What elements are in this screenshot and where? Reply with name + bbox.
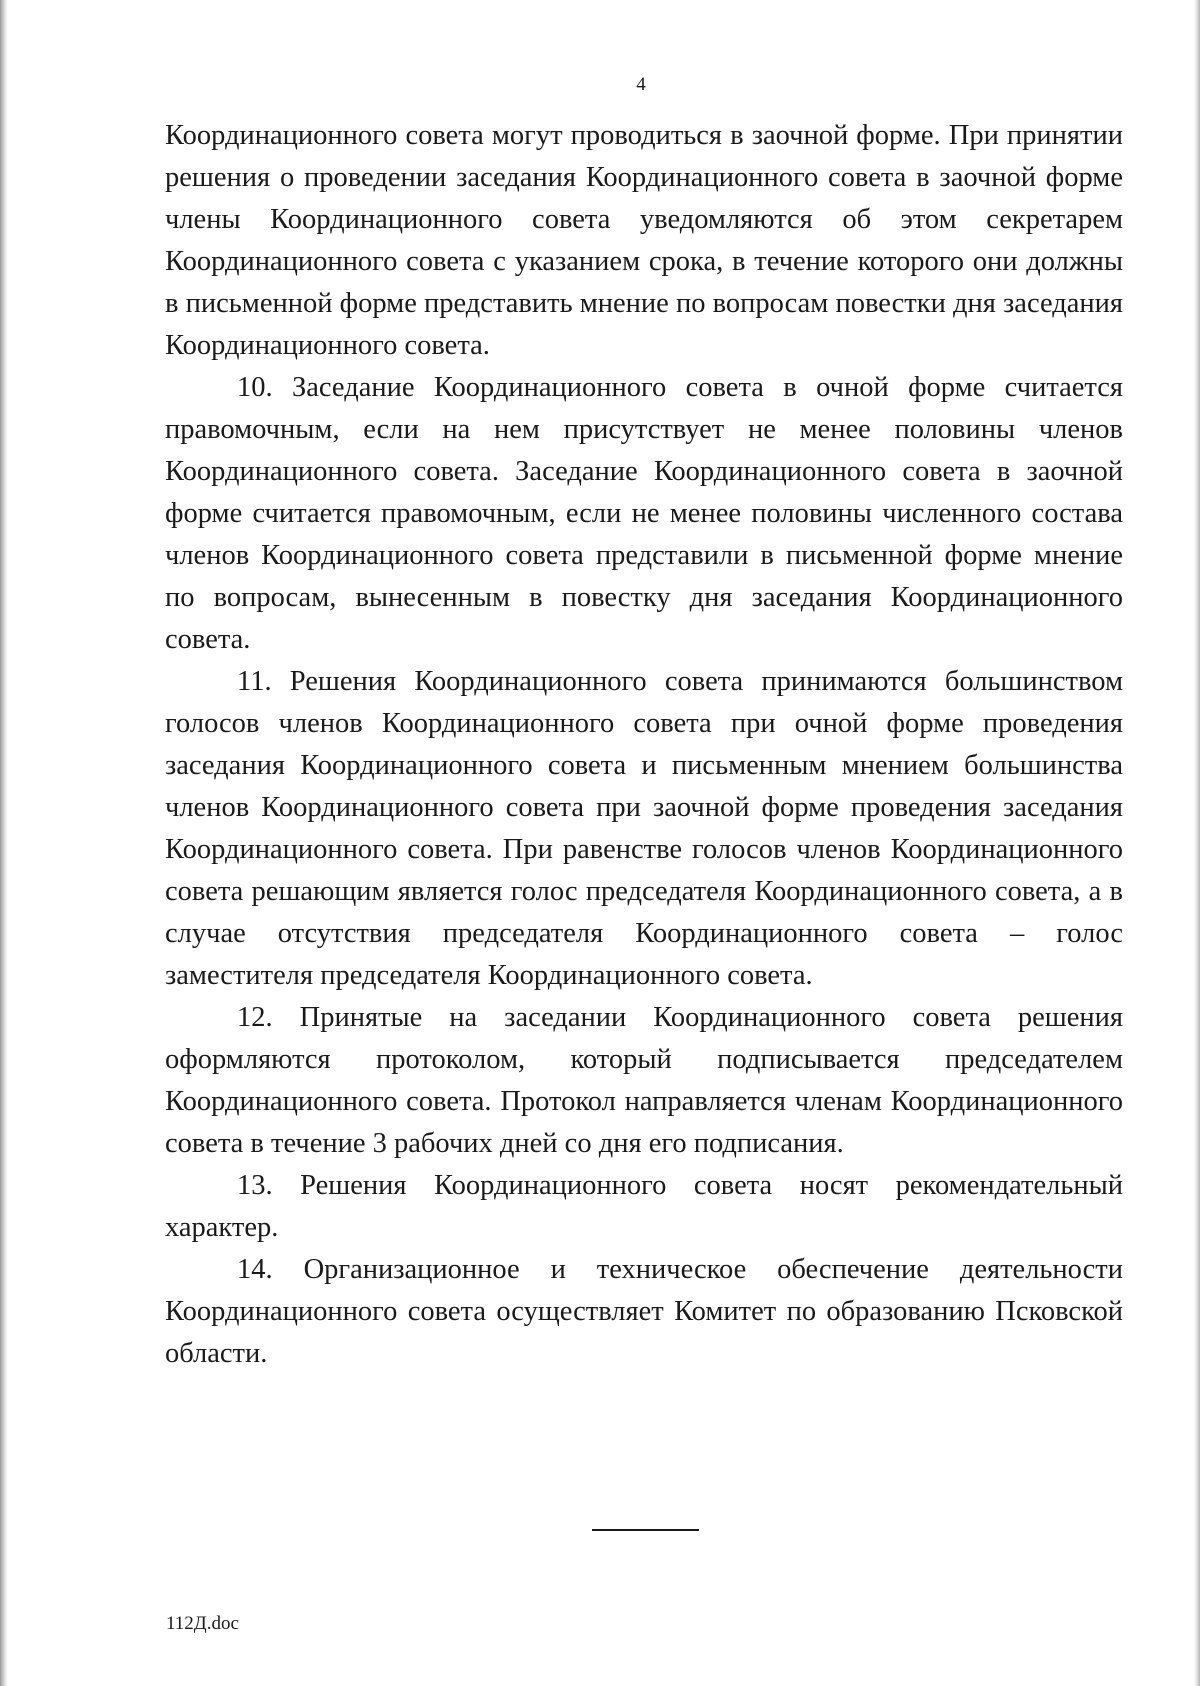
paragraph-item-12: 12. Принятые на заседании Координационного совета решения оформляются протоколом, который подписывается председателем Координационного совета. Протокол направляется членам Координационного совета в течение 3 рабочих дней со дня его подписания. [165,1002,1123,1159]
scan-edge-right [1194,0,1200,1686]
paragraph-item-10: 10. Заседание Координационного совета в очной форме считается правомочным, если на нем присутствует не менее половины членов Координационного совета. Заседание Координационного совета в заочной форме считается правомочным, если не менее половины численного состава членов Координационного совета представили в письменной форме мнение по вопросам, вынесенным в повестку дня заседания Координационного совета. [165,372,1123,655]
page-number: 4 [636,74,646,95]
paragraph-continuation: Координационного совета могут проводиться в заочной форме. При принятии решения о проведении заседания Координационного совета в заочной форме члены Координационного совета уведомляются об этом секретарем Координационного совета с указанием срока, в течение которого они должны в письменной форме представить мнение по вопросам повестки дня заседания Координационного совета. [165,120,1123,361]
paragraph-item-13: 13. Решения Координационного совета носят рекомендательный характер. [165,1170,1123,1243]
document-file-code: 112Д.doc [166,1613,239,1634]
end-of-document-rule [592,1529,699,1531]
paragraph-item-11: 11. Решения Координационного совета принимаются большинством голосов членов Координационного совета при очной форме проведения заседания Координационного совета и письменным мнением большинства членов Координационного совета при заочной форме проведения заседания Координационного совета. При равенстве голосов членов Координационного совета решающим является голос председателя Координационного совета, а в случае отсутствия председателя Координационного совета – голос заместителя председателя Координационного совета. [165,666,1123,991]
scan-edge-left [0,0,8,1686]
document-body [165,115,1123,1375]
paragraph-item-14: 14. Организационное и техническое обеспечение деятельности Координационного совета осуществляет Комитет по образованию Псковской области. [165,1254,1123,1369]
